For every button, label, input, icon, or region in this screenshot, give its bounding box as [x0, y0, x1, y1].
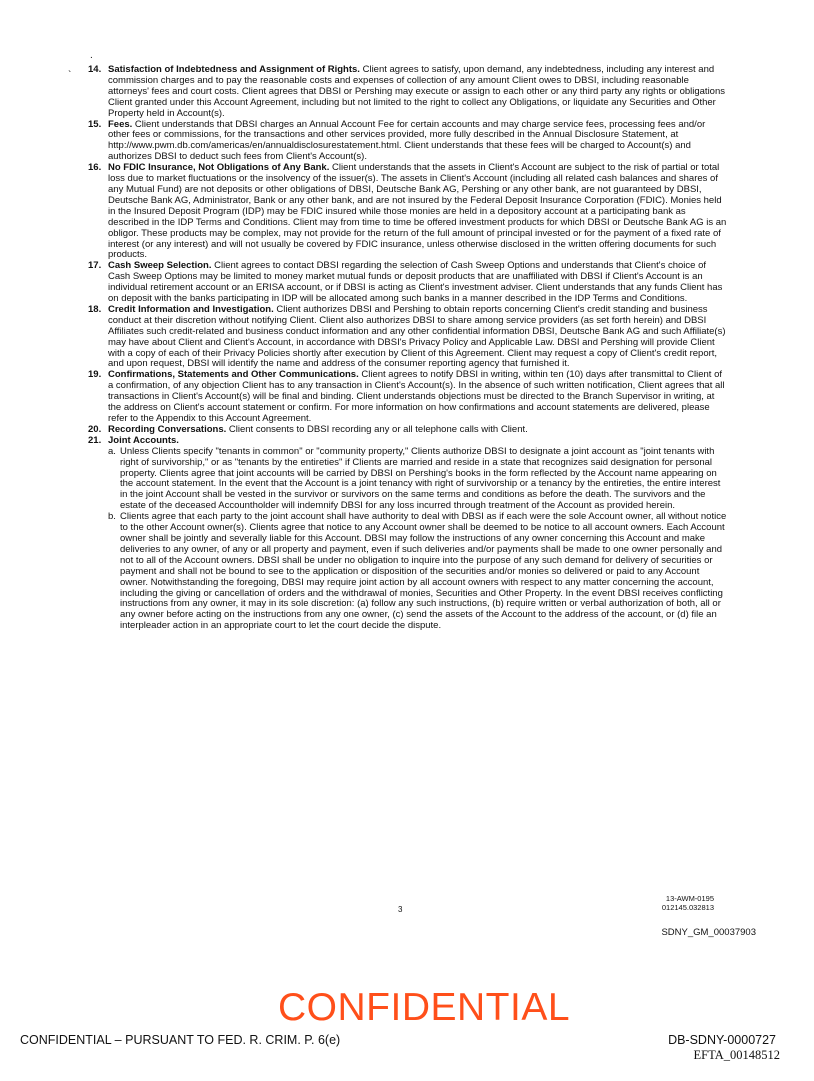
footer-confidentiality-notice: CONFIDENTIAL – PURSUANT TO FED. R. CRIM. P. 6(e) — [20, 1033, 341, 1047]
clause-text: Client agrees to satisfy, upon demand, any indebtedness, including any interest and commission charges and to pay the reasonable costs and expenses of collection of any amount Client owes to DBSI, including reasonable attorneys' fees and court costs. Client agrees that DBSI or Pershing may execute or assign to each other or any third party any rights or obligations Client granted under this Account Agreement, including but not limited to the right to collect any Obligations, or liquidate any Securities and Other Property held in Account(s). — [108, 64, 725, 119]
clause-number: 14. — [88, 64, 102, 75]
clause-text: Client agrees to notify DBSI in writing, within ten (10) days after transmittal to Client of a confirmation, of any objection Client has to any transaction in Client's Account(s). In the absence of such written notification, Client agrees that all transactions in Client's Account(s) will be final and binding. Client understands objections must be directed to the Branch Supervisor in writing, at the address on Client's account statement or confirm. For more information on how confirmations and account statements are delivered, please refer to the Appendix to this Account Agreement. — [108, 369, 725, 424]
clause-number: 17. — [88, 260, 102, 272]
clause-title: Cash Sweep Selection. — [108, 260, 212, 272]
subclause-letter: a. — [108, 445, 116, 457]
clause-title: Confirmations, Statements and Other Communications. — [108, 369, 359, 381]
clause-21a — [88, 447, 728, 512]
clause-21b — [88, 512, 728, 632]
efta-number: EFTA_00148512 — [693, 1048, 780, 1062]
clause-number: 20. — [88, 423, 102, 435]
clause-number: 15. — [88, 118, 102, 130]
subclause-text: Clients agree that each party to the joint account shall have authority to deal with DBSI as if each were the sole Account owner, all without notice to the other Account owner(s). Clients agree that notice to any Account owner shall be deemed to be notice to all account owners. Each Account owner shall be jointly and severally liable for this Account. DBSI may follow the instructions of any owner concerning this Account and make deliveries to any owner, of any or all property and payment, even if such deliveries and/or payments shall be made to one owner personally and not to all of the Account owners. DBSI shall be under no obligation to inquire into the purpose of any such demand for delivery of securities or payment and shall not be bound to see to the application or disposition of the securities and/or monies so delivered or paid to any Account owner. Notwithstanding the foregoing, DBSI may require joint action by all account owners with respect to any matter concerning the account, including the giving or cancellation of orders and the withdrawal of monies, Securities and Other Property. In the event DBSI receives conflicting instructions from any owner, it may in its sole discretion: (a) follow any such instructions, (b) require written or verbal authorization of both, all or any owner before acting on the instructions from any one owner, (c) send the assets of the Account to the address of the account, or (d) file an interpleader action in an appropriate court to let the court decide the dispute. — [120, 511, 727, 632]
scan-speck: ` — [68, 70, 72, 81]
clause-number: 19. — [88, 369, 102, 381]
page-number: 3 — [398, 905, 403, 914]
bates-label: SDNY_GM_00037903 — [661, 927, 756, 938]
clause-14 — [88, 65, 728, 120]
clause-text: Client consents to DBSI recording any or all telephone calls with Client. — [226, 423, 528, 435]
subclause-letter: b. — [108, 511, 116, 523]
clause-text: Client understands that the assets in Client's Account are subject to the risk of partial or total loss due to market fluctuations or the insolvency of the issuer(s). The assets in Client's Account (including all related cash balances and shares of any Mutual Fund) are not deposits or other obligations of DBSI, Deutsche Bank AG, Pershing or any other bank, are not guaranteed by DBSI, Deutsche Bank AG, Administrator, Bank or any other bank, and are not insured by the Federal Deposit Insurance Corporation (FDIC). Monies held in the Insured Deposit Program (IDP) may be FDIC insured while those monies are held in a depository account at a participating bank as described in the IDP Terms and Conditions. Client may from time to time be offered investment products for which DBSI or Deutsche Bank AG is an obligor. These products may be complex, may not provide for the return of the full amount of principal invested or for the payment of a fixed rate of interest (or any interest) and will not usually be covered by FDIC insurance, unless otherwise disclosed in the written offering documents for such products. — [108, 162, 727, 261]
form-code-line1: 13-AWM-0195 — [665, 894, 714, 903]
clause-text: Client agrees to contact DBSI regarding the selection of Cash Sweep Options and understands that Client's choice of Cash Sweep Options may be limited to money market mutual funds or deposit products that are unaffiliated with DBSI if Client's Account is an individual retirement account or an ERISA account, or if DBSI is acting as Client's investment adviser. Client understands that any funds Client has on deposit with the banks participating in IDP will be allocated among such banks in a manner described in the IDP Terms and Conditions. — [108, 260, 723, 305]
footer-bates-number: DB-SDNY-0000727 — [668, 1033, 776, 1047]
clause-number: 16. — [88, 162, 102, 174]
clause-18 — [88, 305, 728, 370]
form-code — [554, 895, 714, 912]
clause-20 — [88, 425, 728, 436]
clause-text: Client understands that DBSI charges an Annual Account Fee for certain accounts and may charge service fees, processing fees and/or other fees or commissions, for the transactions and other services provided, more fully described in the Annual Disclosure Statement, at http://www.pwm.db.com/americas/en/annualdisclosurestatement.html. Client understands that these fees will be charged to Account(s) and authorizes DBSI to deduct such fees from Client's Account(s). — [108, 118, 706, 163]
confidential-stamp: CONFIDENTIAL — [278, 986, 571, 1029]
clause-number: 21. — [88, 434, 102, 446]
clause-title: Recording Conversations. — [108, 423, 227, 435]
clause-19 — [88, 370, 728, 425]
subclause-text: Unless Clients specify "tenants in common" or "community property," Clients authorize DBSI to designate a joint account as "joint tenants with right of survivorship," or as "tenants by the entireties" if Clients are married and reside in a state that recognizes said designation for personal property. Clients agree that joint accounts will be carried by DBSI on Pershing's books in the form reflected by the Account name appearing on the account statement. In the event that the Account is a joint tenancy with right of survivorship or a tenancy by the entireties, the entire interest in the joint Account shall be vested in the survivor or survivors on the same terms and conditions as before the death. The survivors and the estate of the deceased Accountholder will indemnify DBSI for any loss incurred through treatment of the Account as provided herein. — [120, 445, 721, 512]
clause-title: No FDIC Insurance, Not Obligations of Any Bank. — [108, 162, 330, 174]
clause-15 — [88, 120, 728, 164]
clause-title: Joint Accounts. — [108, 434, 179, 446]
form-code-line2: 012145.032813 — [661, 902, 714, 912]
clause-16 — [88, 163, 728, 261]
agreement-body — [88, 65, 728, 632]
clause-title: Credit Information and Investigation. — [108, 303, 274, 315]
clause-title: Satisfaction of Indebtedness and Assignment of Rights. — [108, 64, 360, 75]
clause-text: Client authorizes DBSI and Pershing to obtain reports concerning Client's credit standing and business conduct at their discretion without notifying Client. Client also authorizes DBSI to share among service providers (as set forth herein) and DBSI Affiliates such credit-related and business conduct information and any other confidential information DBSI, Deutsche Bank AG and such Affiliate(s) may have about Client and Client's Account, in accordance with DBSI's Privacy Policy and Applicable Law. DBSI and Pershing will provide Client with a copy of each of their Privacy Policies shortly after execution by Client of this Agreement. Client may request a copy of Client's credit report, and upon request, DBSI will identify the name and address of the consumer reporting agency that furnished it. — [108, 303, 726, 370]
clause-17 — [88, 261, 728, 305]
clause-number: 18. — [88, 303, 102, 315]
scan-speck: . — [90, 50, 93, 61]
clause-title: Fees. — [108, 118, 133, 130]
